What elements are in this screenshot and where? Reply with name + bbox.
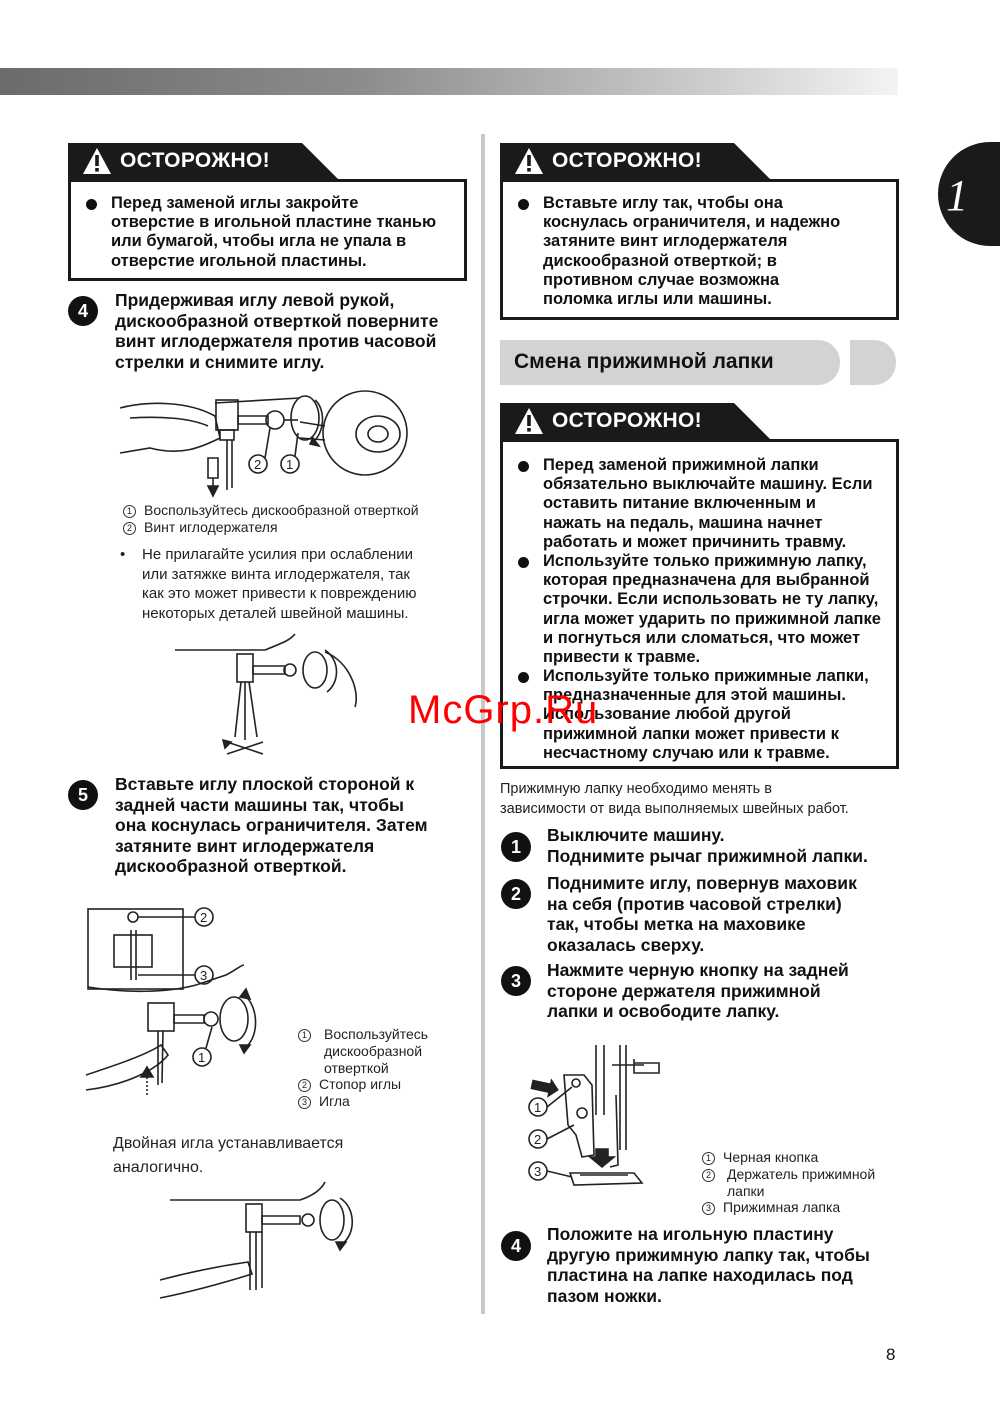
- caption-item: 3 Прижимная лапка: [702, 1199, 840, 1216]
- warning-title: ОСТОРОЖНО!: [552, 409, 702, 432]
- circled-number: 1: [298, 1029, 311, 1042]
- bullet: [518, 461, 529, 472]
- circled-number: 3: [702, 1202, 715, 1215]
- caption-item: 2 Стопор иглы: [298, 1076, 401, 1093]
- watermark: McGrp.Ru: [408, 688, 599, 732]
- section-heading: [500, 340, 896, 385]
- svg-text:1: 1: [198, 1050, 206, 1065]
- warning-text: Перед заменой прижимной лапки обязательно выключайте машину. Если оставить питание включенным и нажать на педаль, машина начнет работать и может причинить травму.: [543, 456, 873, 551]
- step-text: Вставьте иглу плоской стороной к задней части машины так, чтобы она коснулась ограничителя. Затем затяните винт иглодержателя дискообразной отверткой.: [115, 774, 428, 876]
- warning-box: [68, 179, 467, 281]
- bullet: [518, 557, 529, 568]
- bullet: [86, 199, 97, 210]
- caption-item: 1 Черная кнопка: [702, 1149, 818, 1166]
- step-badge: 5: [68, 780, 98, 810]
- page-number: 8: [886, 1345, 896, 1364]
- twin-needle-note: Двойная игла устанавливается аналогично.: [113, 1135, 344, 1176]
- needle-removal-illustration: [120, 378, 470, 500]
- note-bullet: •: [120, 546, 126, 563]
- caption-item: [702, 1166, 723, 1183]
- warning-box: [500, 179, 899, 320]
- circled-number: 1: [702, 1152, 715, 1165]
- step-text: Поднимите иглу, повернув маховик на себя (против часовой стрелки) так, чтобы метка на маховике оказалась сверху.: [547, 873, 857, 955]
- warning-text: Перед заменой иглы закройте отверстие в игольной пластине тканью или бумагой, чтобы игла не упала в отверстие игольной пластины.: [111, 194, 437, 270]
- intro-text: Прижимную лапку необходимо менять в зависимости от вида выполняемых швейных работ.: [500, 781, 849, 817]
- twin-needle-illustration: [160, 1180, 360, 1300]
- caution-screw-illustration: [175, 632, 375, 757]
- warning-icon: [514, 147, 544, 175]
- caption-text: Держатель прижимной лапки: [727, 1166, 876, 1199]
- step-text: Выключите машину. Поднимите рычаг прижимной лапки.: [547, 825, 868, 866]
- svg-text:1: 1: [286, 457, 294, 472]
- warning-icon: [514, 407, 544, 435]
- step-badge: 4: [501, 1231, 531, 1261]
- caption-item: 3 Игла: [298, 1093, 350, 1110]
- warning-header: [500, 403, 770, 439]
- bullet: [518, 199, 529, 210]
- warning-text: Используйте только прижимные лапки, предназначенные для этой машины. Использование любой другой прижимной лапки может привести к несчастному случаю или к травме.: [543, 667, 869, 762]
- caption-item: 2 Винт иглодержателя: [123, 519, 278, 536]
- step-text: Нажмите черную кнопку на задней стороне держателя прижимной лапки и освободите лапку.: [547, 960, 849, 1021]
- step-badge: 2: [501, 879, 531, 909]
- warning-title: ОСТОРОЖНО!: [552, 149, 702, 172]
- step-badge: 3: [501, 966, 531, 996]
- chapter-number: 1: [946, 171, 968, 220]
- warning-header: [68, 143, 338, 179]
- warning-title: ОСТОРОЖНО!: [120, 149, 270, 172]
- header-gradient-bar: [0, 68, 898, 95]
- caption-item: [298, 1026, 319, 1043]
- step-text: Придерживая иглу левой рукой, дискообразной отверткой поверните винт иглодержателя против часовой стрелки и снимите иглу.: [115, 290, 439, 372]
- warning-text: Используйте только прижимную лапку, которая предназначена для выбранной строчки. Если использовать не ту лапку, игла может ударить по прижимной лапке и погнуться или сломаться, что может привести к травме.: [543, 552, 881, 667]
- presser-foot-illustration: [524, 1045, 684, 1195]
- svg-text:2: 2: [254, 457, 262, 472]
- svg-text:3: 3: [200, 968, 208, 983]
- section-title: Смена прижимной лапки: [514, 350, 774, 373]
- caption-text: Воспользуйтесь дискообразной отверткой: [324, 1026, 429, 1076]
- step-badge: 4: [68, 296, 98, 326]
- caption-item: 1 Воспользуйтесь дискообразной отверткой: [123, 502, 419, 519]
- circled-number: 3: [298, 1096, 311, 1109]
- circled-number: 1: [123, 505, 136, 518]
- svg-text:3: 3: [534, 1164, 542, 1179]
- warning-text: Вставьте иглу так, чтобы она коснулась ограничителя, и надежно затяните винт иглодержателя дискообразной отверткой; в противном случае возможна поломка иглы или машины.: [543, 194, 841, 309]
- step-text: Положите на игольную пластину другую прижимную лапку так, чтобы пластина на лапке находилась под пазом ножки.: [547, 1224, 870, 1306]
- warning-icon: [82, 147, 112, 175]
- circled-number: 2: [123, 522, 136, 535]
- bullet: [518, 672, 529, 683]
- warning-header: [500, 143, 770, 179]
- svg-text:1: 1: [534, 1100, 542, 1115]
- needle-insertion-illustration: [86, 905, 286, 1100]
- svg-text:2: 2: [534, 1132, 542, 1147]
- step-badge: 1: [501, 832, 531, 862]
- circled-number: 2: [298, 1079, 311, 1092]
- svg-text:2: 2: [200, 910, 208, 925]
- circled-number: 2: [702, 1169, 715, 1182]
- note-text: Не прилагайте усилия при ослаблении или затяжке винта иглодержателя, так как это может привести к повреждению некоторых деталей швейной машины.: [142, 546, 417, 622]
